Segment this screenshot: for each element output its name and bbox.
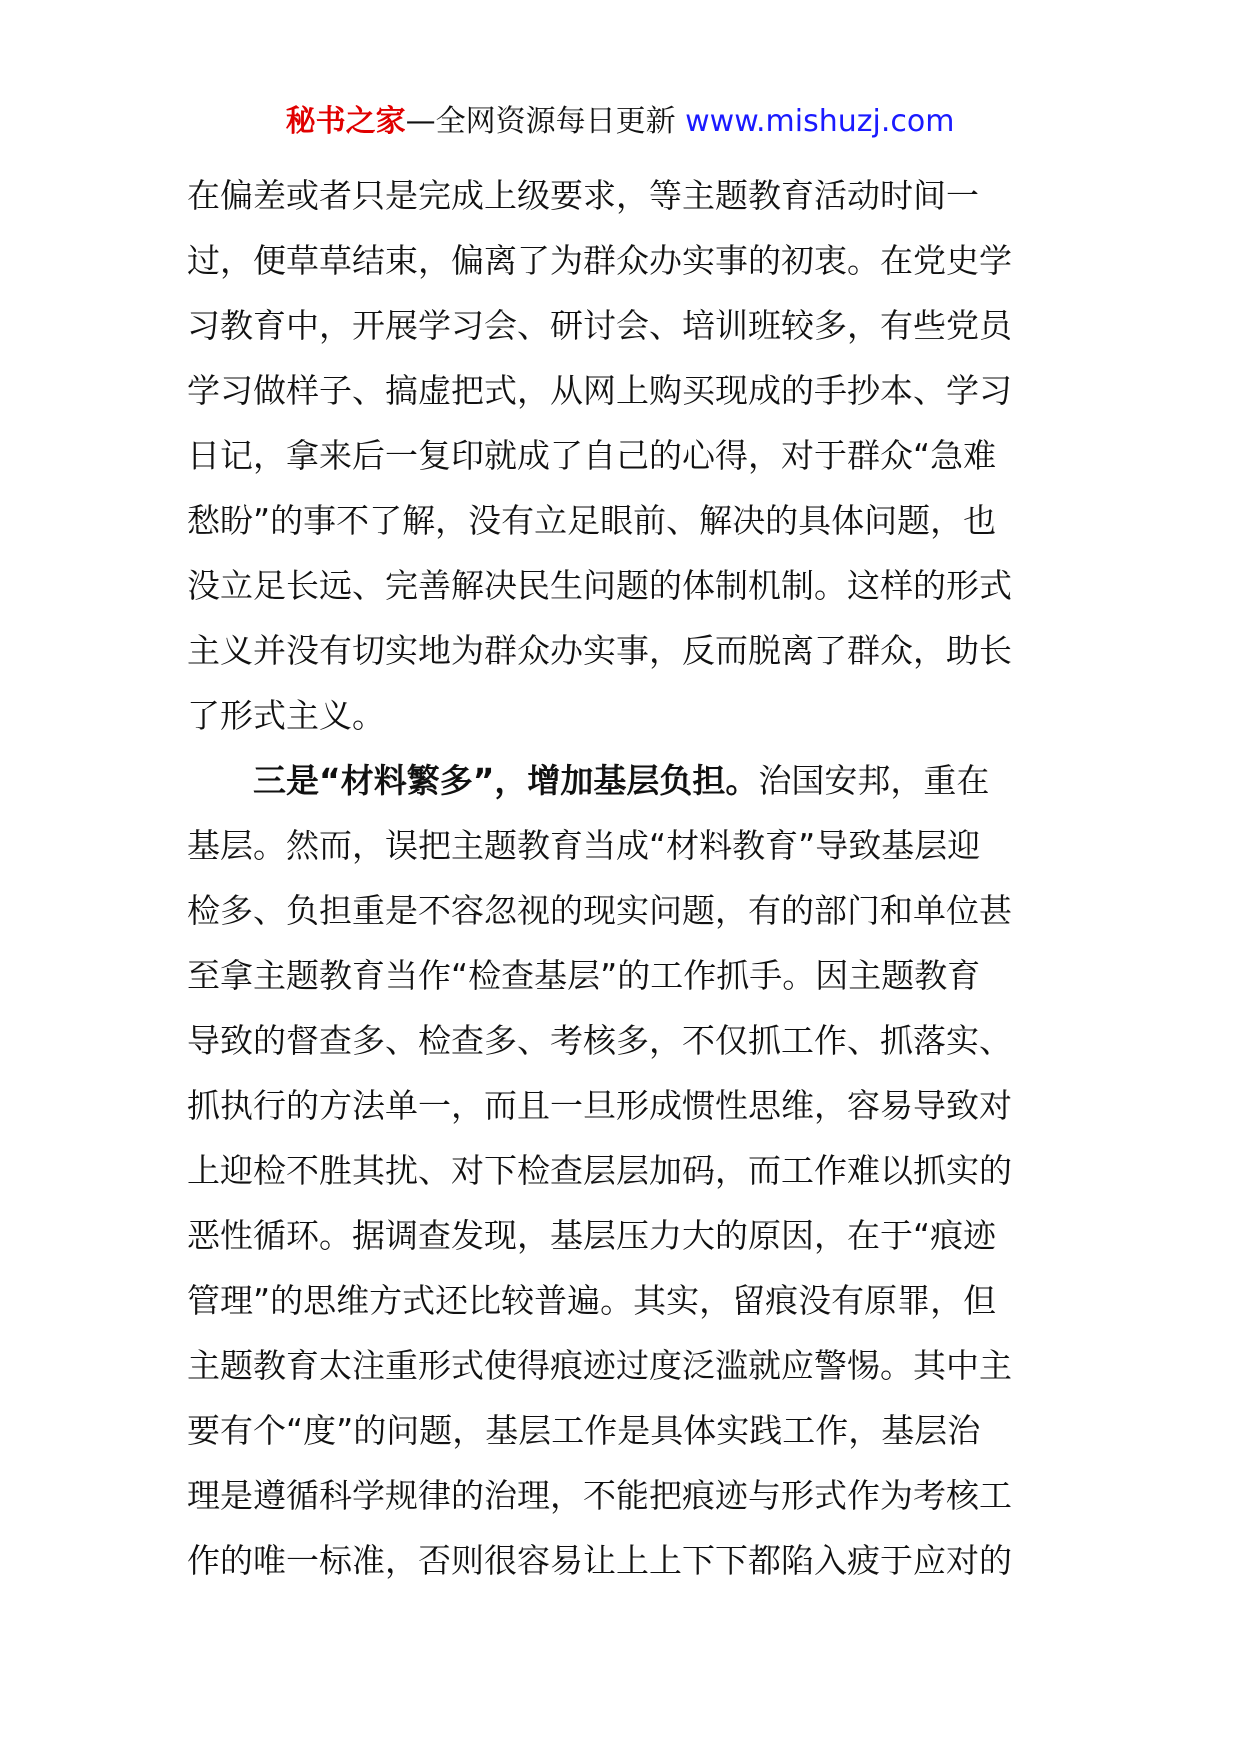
text-line: 至拿主题教育当作“检查基层”的工作抓手。因主题教育 [187,956,981,995]
text-line: 愁盼”的事不了解，没有立足眼前、解决的具体问题，也 [187,501,997,540]
text-line: 习教育中，开展学习会、研讨会、培训班较多，有些党员 [187,306,1012,345]
text-line: 理是遵循科学规律的治理，不能把痕迹与形式作为考核工 [187,1476,1012,1515]
text-line: 过，便草草结束，偏离了为群众办实事的初衷。在党史学 [187,241,1012,280]
text-line: 日记，拿来后一复印就成了自己的心得，对于群众“急难 [187,436,997,475]
section-heading: 三是“材料繁多”，增加基层负担。 [253,761,759,800]
text-line: 了形式主义。 [187,696,385,735]
text-run: 治国安邦，重在 [758,761,990,800]
text-line: 学习做样子、搞虚把式，从网上购买现成的手抄本、学习 [187,371,1012,410]
text-line: 恶性循环。据调查发现，基层压力大的原因，在于“痕迹 [187,1216,997,1255]
site-url-link[interactable]: www.mishuzj.com [685,104,955,139]
text-line: 导致的督查多、检查多、考核多，不仅抓工作、抓落实、 [187,1021,1012,1060]
text-line: 检多、负担重是不容忽视的现实问题，有的部门和单位甚 [187,891,1012,930]
text-line: 没立足长远、完善解决民生问题的体制机制。这样的形式 [187,566,1012,605]
page-header [0,102,1240,142]
text-line: 作的唯一标准，否则很容易让上上下下都陷入疲于应对的 [187,1541,1012,1580]
text-line: 在偏差或者只是完成上级要求，等主题教育活动时间一 [187,176,979,215]
text-line: 主义并没有切实地为群众办实事，反而脱离了群众，助长 [187,631,1012,670]
paragraph-first-line [187,748,1057,813]
brand-name: 秘书之家 [285,104,406,139]
text-line: 要有个“度”的问题，基层工作是具体实践工作，基层治 [187,1411,981,1450]
text-line: 基层。然而，误把主题教育当成“材料教育”导致基层迎 [187,826,981,865]
document-body [187,163,1057,1593]
text-line: 上迎检不胜其扰、对下检查层层加码，而工作难以抓实的 [187,1151,1012,1190]
header-tagline: —全网资源每日更新 [405,104,676,139]
text-line: 主题教育太注重形式使得痕迹过度泛滥就应警惕。其中主 [187,1346,1012,1385]
text-line: 管理”的思维方式还比较普遍。其实，留痕没有原罪，但 [187,1281,997,1320]
text-line: 抓执行的方法单一，而且一旦形成惯性思维，容易导致对 [187,1086,1012,1125]
